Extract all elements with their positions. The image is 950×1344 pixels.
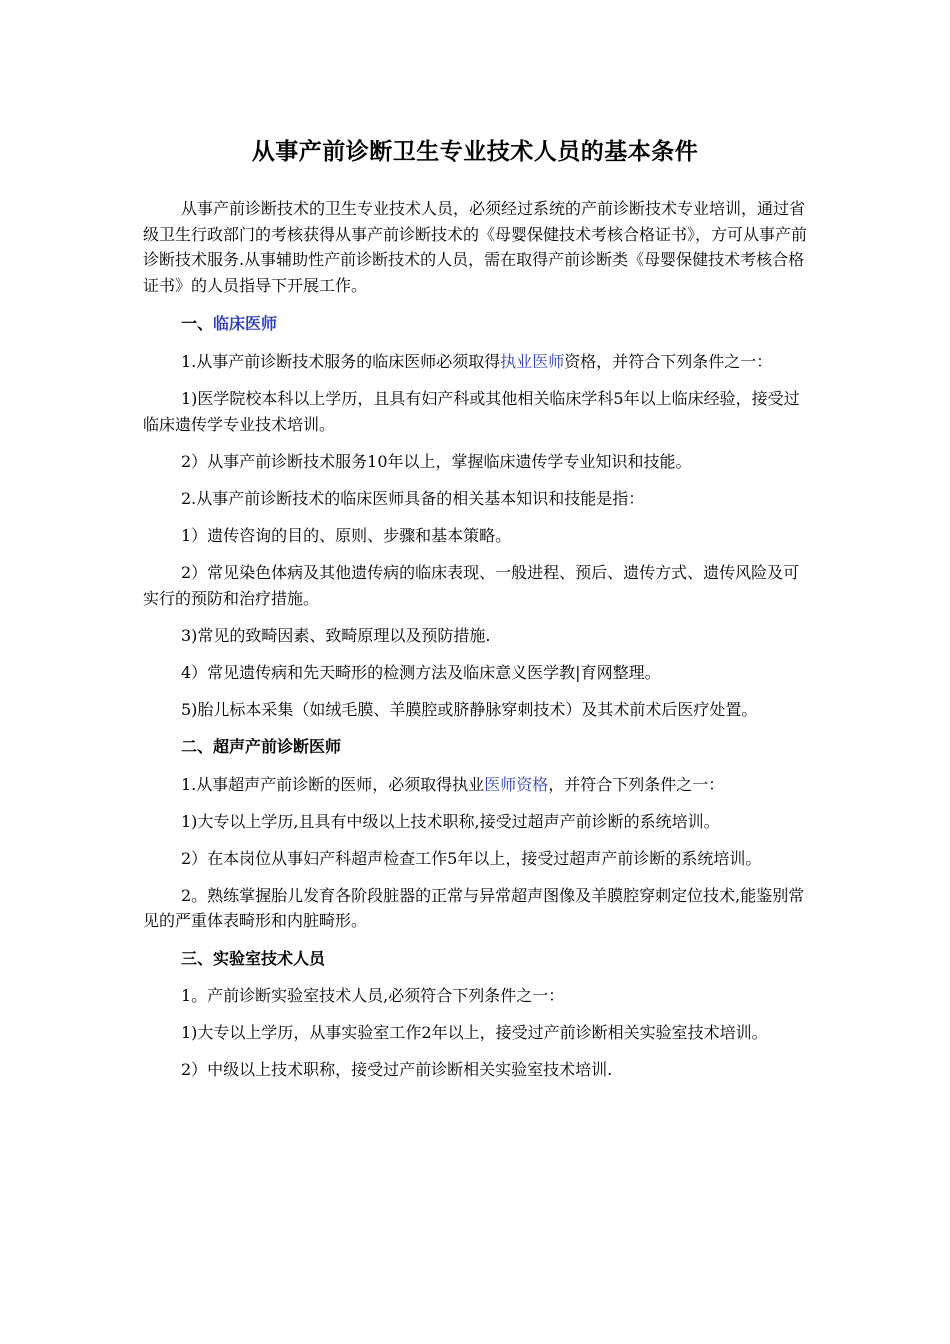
- paragraph-text: 1.从事产前诊断技术服务的临床医师必须取得: [181, 351, 501, 371]
- physician-qualification-link[interactable]: 医师资格: [484, 774, 549, 794]
- paragraph: [143, 349, 811, 375]
- paragraph: 3)常见的致畸因素、致畸原理以及预防措施.: [181, 625, 491, 645]
- paragraph: 2）从事产前诊断技术服务10年以上，掌握临床遗传学专业知识和技能。: [181, 451, 692, 471]
- paragraph-text: 1.从事超声产前诊断的医师，必须取得执业: [181, 774, 485, 794]
- paragraph: 1)大专以上学历,且具有中级以上技术职称,接受过超声产前诊断的系统培训。: [181, 811, 720, 831]
- paragraph-text: ，并符合下列条件之一：: [548, 774, 725, 794]
- paragraph: 1。产前诊断实验室技术人员,必须符合下列条件之一：: [181, 986, 565, 1006]
- paragraph: 1)医学院校本科以上学历，且具有妇产科或其他相关临床学科5年以上临床经验，接受过临床遗传学专业技术培训。: [143, 389, 800, 434]
- paragraph: 2）在本岗位从事妇产科超声检查工作5年以上，接受过超声产前诊断的系统培训。: [181, 848, 762, 868]
- document-body: [143, 196, 811, 1094]
- paragraph: [143, 772, 811, 798]
- paragraph: 2）常见染色体病及其他遗传病的临床表现、一般进程、预后、遗传方式、遗传风险及可实行的预防和治疗措施。: [143, 563, 800, 608]
- paragraph: 2）中级以上技术职称，接受过产前诊断相关实验室技术培训.: [181, 1060, 613, 1080]
- intro-paragraph: 从事产前诊断技术的卫生专业技术人员，必须经过系统的产前诊断技术专业培训，通过省级卫生行政部门的考核获得从事产前诊断技术的《母婴保健技术考核合格证书》，方可从事产前诊断技术服务.从事辅助性产前诊断技术的人员，需在取得产前诊断类《母婴保健技术考核合格证书》的人员指导下开展工作。: [143, 199, 808, 295]
- paragraph: 2。熟练掌握胎儿发育各阶段脏器的正常与异常超声图像及羊膜腔穿刺定位技术,能鉴别常见的严重体表畸形和内脏畸形。: [143, 885, 805, 931]
- paragraph: 4）常见遗传病和先天畸形的检测方法及临床意义医学教|育网整理。: [181, 662, 661, 682]
- paragraph: 1）遗传咨询的目的、原则、步骤和基本策略。: [181, 525, 512, 545]
- paragraph: 2.从事产前诊断技术的临床医师具备的相关基本知识和技能是指：: [181, 488, 645, 508]
- paragraph: 1)大专以上学历，从事实验室工作2年以上，接受过产前诊断相关实验室技术培训。: [181, 1023, 768, 1043]
- licensed-physician-link[interactable]: 执业医师: [500, 351, 565, 371]
- paragraph: 5)胎儿标本采集（如绒毛膜、羊膜腔或脐静脉穿刺技术）及其术前术后医疗处置。: [181, 699, 758, 719]
- document-title: 从事产前诊断卫生专业技术人员的基本条件: [251, 139, 699, 165]
- section-heading-clinical: [143, 311, 811, 337]
- paragraph-text: 资格，并符合下列条件之一：: [564, 351, 773, 371]
- clinical-physician-link[interactable]: 临床医师: [213, 314, 278, 334]
- section-heading-ultrasound: 二、超声产前诊断医师: [181, 737, 342, 756]
- section-heading-laboratory: 三、实验室技术人员: [181, 948, 326, 968]
- heading-prefix: 一、: [181, 314, 214, 334]
